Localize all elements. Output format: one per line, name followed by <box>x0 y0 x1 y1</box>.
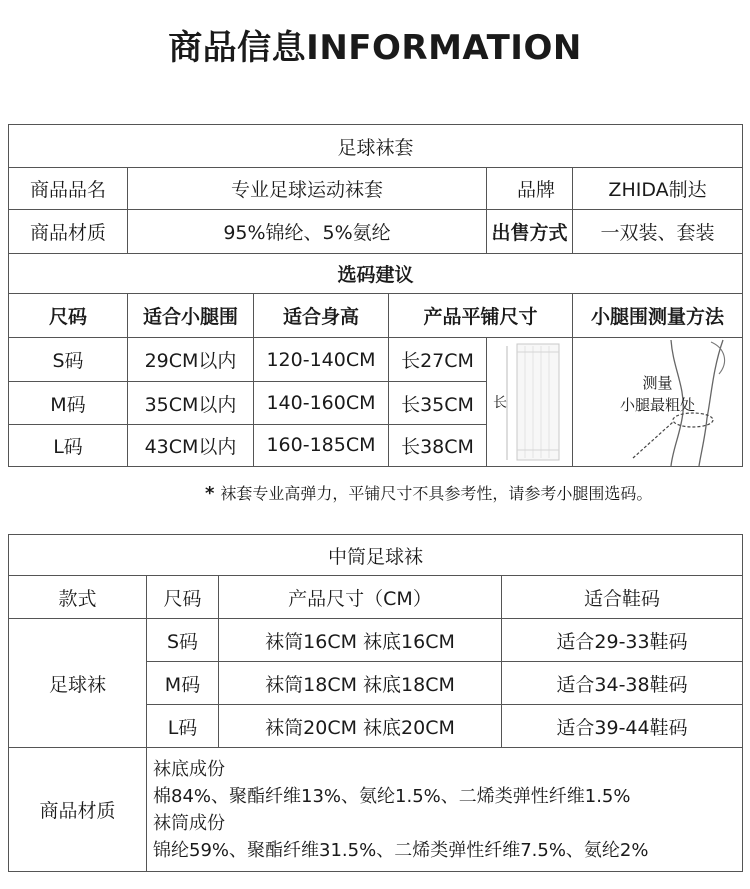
product-name-value: 专业足球运动袜套 <box>128 168 487 210</box>
tube-composition: 锦纶59%、聚酯纤维31.5%、二烯类弹性纤维7.5%、氨纶2% <box>153 839 649 861</box>
size-heading: 选码建议 <box>9 254 743 294</box>
brand-value: ZHIDA制达 <box>573 168 743 210</box>
dims-cell: 袜筒18CM 袜底18CM <box>219 662 502 705</box>
measure-instruction: 测量 小腿最粗处 <box>620 374 696 414</box>
product-name-label: 商品品名 <box>9 168 128 210</box>
material-label: 商品材质 <box>9 210 128 254</box>
sleeve-info-table <box>8 124 743 467</box>
sale-method-label: 出售方式 <box>487 210 573 254</box>
style-name-cell: 足球袜 <box>9 619 147 748</box>
size-cell: S码 <box>9 338 128 382</box>
sole-composition: 棉84%、聚酯纤维13%、氨纶1.5%、二烯类弹性纤维1.5% <box>153 785 631 807</box>
sock-heading: 中筒足球袜 <box>9 535 743 576</box>
height-col-header: 适合身高 <box>254 294 389 338</box>
calf-col-header: 适合小腿围 <box>128 294 254 338</box>
style-col-header: 款式 <box>9 576 147 619</box>
measure-method-cell <box>573 338 743 467</box>
page-title: 商品信息INFORMATION <box>168 28 582 68</box>
height-cell: 140-160CM <box>254 382 389 424</box>
shoe-size-cell: 适合39-44鞋码 <box>502 705 743 748</box>
sock-size-cell: S码 <box>147 619 219 662</box>
sleeve-heading: 足球袜套 <box>9 125 743 168</box>
height-cell: 160-185CM <box>254 424 389 466</box>
dims-cell: 袜筒20CM 袜底20CM <box>219 705 502 748</box>
sock-material-label: 商品材质 <box>9 748 147 872</box>
size-cell: L码 <box>9 424 128 466</box>
shoe-size-cell: 适合34-38鞋码 <box>502 662 743 705</box>
length-label: 长 <box>493 395 507 411</box>
sock-info-table <box>8 534 743 872</box>
calf-cell: 29CM以内 <box>128 338 254 382</box>
sock-size-cell: L码 <box>147 705 219 748</box>
tube-composition-title: 袜筒成份 <box>153 812 225 834</box>
dims-cell: 袜筒16CM 袜底16CM <box>219 619 502 662</box>
length-cell: 长38CM <box>389 424 487 466</box>
sole-composition-title: 袜底成份 <box>153 758 225 780</box>
length-cell: 长35CM <box>389 382 487 424</box>
size-cell: M码 <box>9 382 128 424</box>
sock-material-value <box>147 748 743 872</box>
sock-size-col-header: 尺码 <box>147 576 219 619</box>
brand-label: 品 牌 <box>487 168 573 210</box>
length-cell: 长27CM <box>389 338 487 382</box>
shoe-col-header: 适合鞋码 <box>502 576 743 619</box>
sock-size-cell: M码 <box>147 662 219 705</box>
size-col-header: 尺码 <box>9 294 128 338</box>
calf-cell: 43CM以内 <box>128 424 254 466</box>
asterisk-icon: * <box>205 483 215 504</box>
sleeve-illustration-cell <box>487 338 573 467</box>
measure-col-header: 小腿围测量方法 <box>573 294 743 338</box>
material-value: 95%锦纶、5%氨纶 <box>128 210 487 254</box>
sale-method-value: 一双装、套装 <box>573 210 743 254</box>
size-note: * 袜套专业高弹力，平铺尺寸不具参考性，请参考小腿围选码。 <box>205 483 653 504</box>
shoe-size-cell: 适合29-33鞋码 <box>502 619 743 662</box>
dims-col-header: 产品尺寸（CM） <box>219 576 502 619</box>
calf-cell: 35CM以内 <box>128 382 254 424</box>
flat-size-col-header: 产品平铺尺寸 <box>389 294 573 338</box>
height-cell: 120-140CM <box>254 338 389 382</box>
